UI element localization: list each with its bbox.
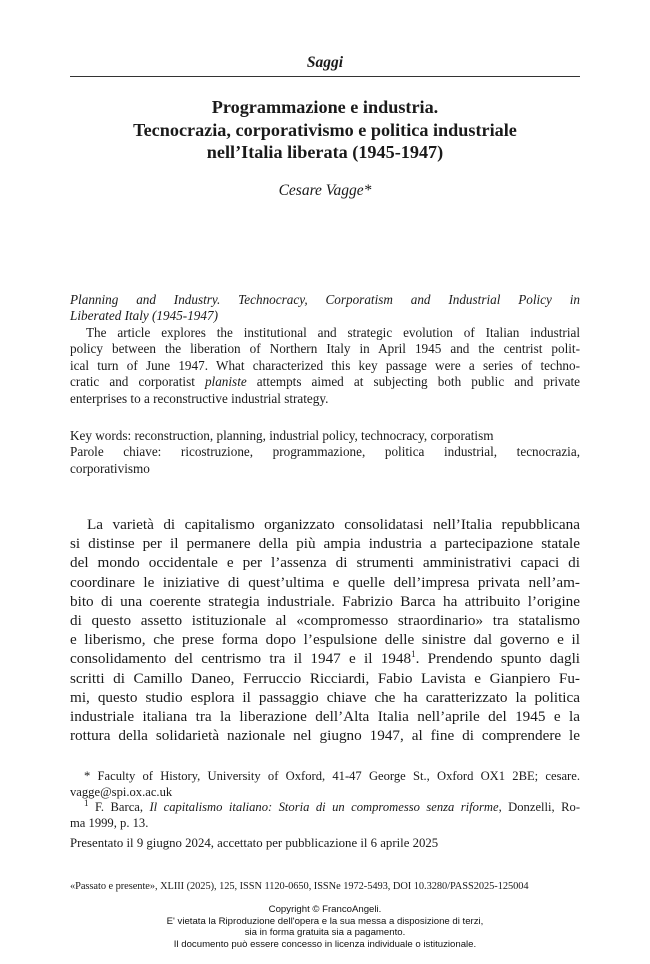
body-line: industriale italiana tra la liberazione dell’Alta Italia nell’aprile del 1945 e la <box>70 708 580 726</box>
footnote-book-title: Il capitalismo italiano: Storia di un compromesso senza riforme <box>149 800 499 815</box>
title-line: nell’Italia liberata (1945-1947) <box>206 142 444 162</box>
footnote-text: F. Barca, <box>88 800 150 815</box>
affiliation-email: vagge@spi.ox.ac.uk <box>70 784 173 799</box>
abstract-line: The article explores the institutional and strategic evolution of Italian industrial <box>86 325 580 340</box>
copyright-line: sia in forma gratuita sia a pagamento. <box>244 927 406 939</box>
abstract <box>70 325 580 407</box>
footnote-marker: 1 <box>84 798 89 808</box>
abstract-line: policy between the liberation of Northern Italy in April 1945 and the centrist polit- <box>70 341 580 357</box>
body-line: mi, questo studio esplora il passaggio chiave che ha caratterizzato la politica <box>70 688 580 706</box>
affiliation-note: * Faculty of History, University of Oxford, 41-47 George St., Oxford OX1 2BE; cesare. <box>84 769 580 783</box>
title-line: Programmazione e industria. <box>211 97 439 117</box>
section-label: Saggi <box>306 54 344 71</box>
body-line: e liberismo, che prese forma dopo l’espulsione delle sinistre dal governo e il <box>70 631 580 649</box>
footnote-1 <box>70 800 580 816</box>
copyright-notice <box>70 904 580 950</box>
body-line: di questo assetto istituzionale al «compromesso straordinario» tra statalismo <box>70 612 580 630</box>
body-line: rottura della solidarietà nazionale nel giugno 1947, al fine di comprendere le <box>70 727 580 745</box>
keywords-italian: Parole chiave: ricostruzione, programmazione, politica industrial, tecnocrazia, <box>70 444 580 460</box>
abstract-text: attempts aimed at subjecting both public and private <box>246 374 581 390</box>
body-line: si distinse per il permanere della più ampia industria a partecipazione statale <box>70 535 580 553</box>
body-line <box>70 649 580 668</box>
english-title-line: Planning and Industry. Technocracy, Corporatism and Industrial Policy in <box>70 292 580 307</box>
body-text: consolidamento del centrismo tra il 1947 e il 1948 <box>70 650 412 668</box>
body-line: coordinare le iniziative di quest’ultima e quelle dell’impresa privata nell’am- <box>70 573 580 591</box>
header-rule <box>70 76 580 77</box>
keywords-english: Key words: reconstruction, planning, industrial policy, technocracy, corporatism <box>70 428 494 443</box>
body-line: La varietà di capitalismo organizzato consolidatasi nell’Italia repubblicana <box>87 516 580 533</box>
copyright-line: Il documento può essere concesso in licenza individuale o istituzionale. <box>173 938 477 950</box>
article-title <box>70 96 580 164</box>
submission-dates: Presentato il 9 giugno 2024, accettato per pubblicazione il 6 aprile 2025 <box>70 836 439 850</box>
copyright-line: Copyright © FrancoAngeli. <box>268 904 382 915</box>
abstract-line <box>70 374 580 390</box>
abstract-italic-term: planiste <box>204 374 247 390</box>
footnotes <box>70 769 580 831</box>
keywords <box>70 428 580 477</box>
body-line: scritti di Camillo Daneo, Ferruccio Ricciardi, Fabio Lavista e Gianpiero Fu- <box>70 669 580 687</box>
english-title-line: Liberated Italy (1945-1947) <box>70 308 218 324</box>
body-line: del mondo occidentale e per l’assenza di strumenti amministrativi capaci di <box>70 554 580 572</box>
abstract-text: cratic and corporatist <box>70 374 205 390</box>
abstract-line: enterprises to a reconstructive industrial strategy. <box>70 390 329 406</box>
author-name: Cesare Vagge* <box>278 182 372 199</box>
title-line: Tecnocrazia, corporativismo e politica industriale <box>133 119 517 140</box>
copyright-line: E' vietata la Riproduzione dell'opera e la sua messa a disposizione di terzi, <box>166 915 484 927</box>
body-text: . Prendendo spunto dagli <box>415 650 581 668</box>
english-title <box>70 292 580 325</box>
body-line: bito di una coerente strategia industriale. Fabrizio Barca ha attribuito l’origine <box>70 592 580 610</box>
footnote-text: , Donzelli, Ro- <box>498 800 581 815</box>
keywords-italian-cont: corporativismo <box>70 460 150 476</box>
journal-citation: «Passato e presente», XLIII (2025), 125, ISSN 1120-0650, ISSNe 1972-5493, DOI 10.3280/PASS2025-125004 <box>70 881 529 892</box>
footnote-ref[interactable]: 1 <box>411 649 416 660</box>
body-text <box>70 515 580 745</box>
abstract-line: ical turn of June 1947. What characterized this key passage were a series of techno- <box>70 357 580 373</box>
footnote-1-cont: ma 1999, p. 13. <box>70 815 149 830</box>
